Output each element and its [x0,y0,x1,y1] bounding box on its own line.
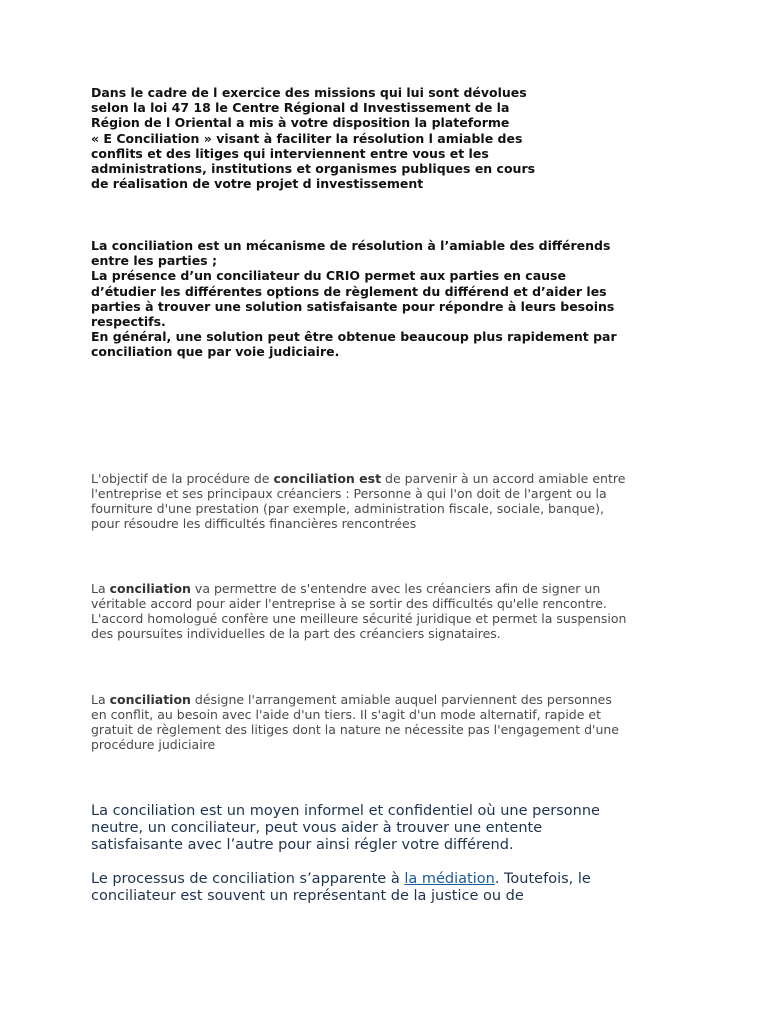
informal-process-paragraph [91,803,600,854]
text-line: l'entreprise et ses principaux créanciers : Personne à qui l'on doit de l'argent ou la [91,486,607,501]
text-line: parties à trouver une solution satisfaisante pour répondre à leurs besoins [91,298,615,314]
mediation-link[interactable]: la médiation [404,871,495,887]
text-line: Dans le cadre de l exercice des missions qui lui sont dévolues [91,85,527,100]
text-line: d’étudier les différentes options de règlement du différend et d’aider les [91,283,607,299]
text-line: entre les parties ; [91,253,217,269]
text-line: pour résoudre les difficultés financières rencontrées [91,516,417,531]
text-segment: désigne l'arrangement amiable auquel parviennent des personnes [190,692,612,707]
text-line: En général, une solution peut être obtenue beaucoup plus rapidement par [91,329,617,345]
bold-term: conciliation [109,692,191,707]
amicable-arrangement-paragraph [91,692,619,752]
bold-term: conciliation [109,581,191,596]
text-line: fourniture d'une prestation (par exemple, administration fiscale, sociale, banque), [91,501,604,516]
text-line [91,471,625,486]
text-line [91,692,619,707]
bold-term: conciliation est [273,471,382,486]
text-line: de réalisation de votre projet d investissement [91,176,424,192]
text-line: satisfaisante avec l’autre pour ainsi régler votre différend. [91,837,514,853]
text-segment: Le processus de conciliation s’apparente à [91,871,405,887]
text-line: véritable accord pour aider l'entreprise à se sortir des difficultés qu'elle rencontre. [91,596,607,611]
text-segment: La [91,581,110,596]
text-segment: La [91,692,110,707]
text-line: La conciliation est un moyen informel et confidentiel où une personne [91,803,600,819]
text-line: procédure judiciaire [91,737,216,752]
text-line: des poursuites individuelles de la part des créanciers signataires. [91,626,501,641]
text-line: conciliateur est souvent un représentant de la justice ou de [91,888,524,904]
text-line: Région de l Oriental a mis à votre disposition la plateforme [91,115,510,131]
text-line: neutre, un conciliateur, peut vous aider à trouver une entente [91,820,543,836]
text-line: administrations, institutions et organismes publiques en cours [91,161,536,177]
text-line: respectifs. [91,314,166,330]
text-line: La présence d’un conciliateur du CRIO permet aux parties en cause [91,268,566,284]
conciliation-definition-paragraph [91,238,617,360]
text-line: en conflit, au besoin avec l'aide d'un tiers. Il s'agit d'un mode alternatif, rapide et [91,707,601,722]
intro-paragraph [91,85,535,191]
text-line: conflits et des litiges qui interviennent entre vous et les [91,145,489,161]
creditors-agreement-paragraph [91,581,626,641]
objective-paragraph [91,471,625,531]
text-line: La conciliation est un mécanisme de résolution à l’amiable des différends [91,238,611,253]
text-line: gratuit de règlement des litiges dont la nature ne nécessite pas l'engagement d'une [91,722,619,737]
text-line [91,871,591,888]
mediation-comparison-paragraph [91,871,591,905]
text-segment: de parvenir à un accord amiable entre [381,471,626,486]
text-line: conciliation que par voie judiciaire. [91,344,340,360]
text-line [91,581,626,596]
text-line: L'accord homologué confère une meilleure sécurité juridique et permet la suspension [91,611,627,626]
text-segment: . Toutefois, le [494,871,591,887]
text-segment: va permettre de s'entendre avec les créanciers afin de signer un [190,581,601,596]
text-line: « E Conciliation » visant à faciliter la résolution l amiable des [91,130,523,146]
text-segment: L'objectif de la procédure de [91,471,274,486]
text-line: selon la loi 47 18 le Centre Régional d Investissement de la [91,100,510,116]
